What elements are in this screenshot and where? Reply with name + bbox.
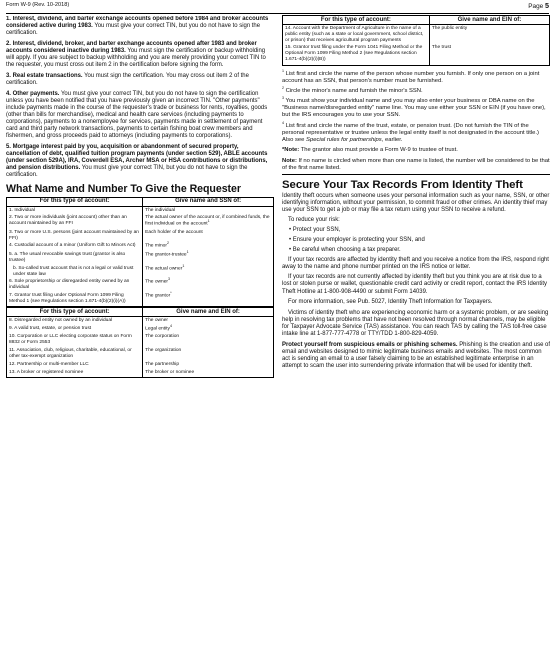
page-number: 5 (545, 1, 549, 10)
table-row: 6. Sole proprietorship or disregarded entity owned by an individual The owner$^3$ (7, 279, 274, 293)
note-circle: Note: If no name is circled when more than one name is listed, the number will be considered to be that of the first name listed. (282, 157, 550, 171)
column-header-account: For this type of account: (283, 16, 430, 25)
bullet-item: • Ensure your employer is protecting your SSN, and (289, 237, 425, 244)
ssn-table (6, 197, 274, 307)
table-row: 13. A broker or registered nominee The broker or nominee (7, 369, 274, 377)
bullet-item: • Be careful when choosing a tax preparer. (289, 246, 401, 253)
footnote-3: $^3$ You must show your individual name and you may also enter your business or DBA name on the "Business name/disregarded entity" name line. You may use either your SSN or EIN (if you have one), but the IRS encourages you to use your SSN. (282, 96, 546, 119)
column-header-give: Give name and EIN of: (429, 16, 549, 25)
paragraph-more-info: For more information, see Pub. 5027, Identity Theft Information for Taxpayers. (288, 299, 493, 306)
item-4: 4. Other payments. You must give your correct TIN, but you do not have to sign the certification unless you have been notified that you have previously given an incorrect TIN. "Other payments" include payments made in the course of the requester's trade or business for rents, royalties, goods (other than bills for merchandise), medical and health care services (including payments to corporations), payments to a nonemployee for services, payments made in settlement of payment card and third party network transactions, payments to certain fishing boat crew members and fishermen, and gross proceeds paid to attorneys (including payments to corporations). (6, 90, 268, 140)
table-row: 3. Two or more U.S. persons (joint account maintained by an FFI) Each holder of the account (7, 229, 274, 243)
note-grantor: *Note: The grantor also must provide a Form W-9 to trustee of trust. (282, 147, 458, 154)
table-row: 14. Account with the Department of Agriculture in the name of a public entity (such as a state or local government, school district, or prison) that receives agricultural program payments The public entity (283, 25, 550, 45)
footnote-2: $^2$ Circle the minor's name and furnish the minor's SSN. (282, 86, 423, 94)
table-row: 5. a. The usual revocable savings trust (grantor is also trustee) The grantor-trustee$^1$ (7, 251, 274, 265)
table-row: 12. Partnership or multi-member LLC The partnership (7, 361, 274, 369)
table-row: 2. Two or more individuals (joint account) other than an account maintained by an FFI The actual owner of the account or, if combined funds, the first individual on the account$^1$ (7, 215, 274, 229)
table-header-row (7, 197, 274, 206)
paragraph-affected: If your tax records are affected by identity theft and you receive a notice from the IRS, respond right away to the name and phone number printed on the IRS notice or letter. (282, 256, 549, 270)
table-row: 7. Grantor trust filing under Optional Form 1099 Filing Method 1 (see Regulations section 1.671-4(b)(2)(i)(A)) The grantor* (7, 293, 274, 307)
intro-paragraph: Identity theft occurs when someone uses your personal information such as your name, SSN, or other identifying information, without your permission, to commit fraud or other crimes. An identity thief may use your SSN to get a job or may file a tax return using your SSN to receive a refund. (282, 192, 550, 213)
footnotes (282, 68, 550, 172)
footnote-4: $^4$ List first and circle the name of the trust, estate, or pension trust. (Do not furnish the TIN of the personal representative or trustee unless the legal entity itself is not designated in the account title.) Also see Special rules for partnerships, earlier. (282, 120, 539, 143)
table-header-row (283, 16, 550, 25)
item-1: 1. Interest, dividend, and barter exchange accounts opened before 1984 and broker accounts considered active during 1983. You must give your correct TIN, but you do not have to sign the certification. (6, 16, 269, 37)
paragraph-not-affected: If your tax records are not currently affected by identity theft but you think you are at risk due to a lost or stolen purse or wallet, questionable credit card activity or credit report, contact the IRS Identity Theft Hotline at 1-800-908-4490 or submit Form 14039. (282, 274, 548, 295)
table-row: 11. Association, club, religious, charitable, educational, or other tax-exempt organization The organization (7, 347, 274, 361)
section-title-requester: What Name and Number To Give the Requester (6, 182, 241, 195)
ein-table (6, 307, 274, 377)
bullet-item: • Protect your SSN, (289, 227, 341, 234)
table-row: 10. Corporation or LLC electing corporate status on Form 8832 or Form 2553 The corporation (7, 334, 274, 348)
table-row: 9. A valid trust, estate, or pension trust Legal entity$^4$ (7, 325, 274, 333)
form-label: Form W-9 (Rev. 10-2018) (6, 2, 70, 8)
left-column (6, 16, 274, 656)
ein-table-continued (282, 15, 550, 66)
column-header-give: Give name and EIN of: (143, 308, 274, 317)
column-header-give: Give name and SSN of: (143, 197, 274, 206)
table-row: 1. Individual The individual (7, 206, 274, 214)
table-row: 15. Grantor trust filing under the Form 1041 Filing Method or the Optional Form 1099 Filing Method 2 (see Regulations section 1.671-4(b)(2)(i)(B)) The trust (283, 45, 550, 65)
reduce-risk-lead: To reduce your risk: (288, 217, 340, 224)
paragraph-phishing: Protect yourself from suspicious emails or phishing schemes. Phishing is the creation and use of email and websites designed to mimic legitimate business emails and websites. The most common act is sending an email to a user falsely claiming to be an established legitimate enterprise in an attempt to scam the user into surrendering private information that will be used for identity theft. (282, 341, 550, 370)
table-row: 4. Custodial account of a minor (Uniform Gift to Minors Act) The minor$^2$ (7, 243, 274, 251)
column-header-account: For this type of account: (7, 308, 143, 317)
item-5: 5. Mortgage interest paid by you, acquisition or abandonment of secured property, cancellation of debt, qualified tuition program payments (under section 529), ABLE accounts (under section 529A), IRA, Coverdell ESA, Archer MSA or HSA contributions or distributions, and pension distributions. You must give your correct TIN, but you do not have to sign the certification. (6, 143, 268, 179)
table-header-row (7, 308, 274, 317)
paragraph-victims: Victims of identity theft who are experiencing economic harm or a systemic problem, or are seeking help in resolving tax problems that have not been resolved through normal channels, may be eligible for Taxpayer Advocate Service (TAS) assistance. You can reach TAS by calling the TAS toll-free case intake line at 1-877-777-4778 or TTY/TDD 1-800-829-4059. (282, 309, 549, 338)
item-3: 3. Real estate transactions. You must sign the certification. You may cross out item 2 of the certification. (6, 72, 249, 86)
page-number-label: Page 5 (528, 1, 549, 10)
section-divider (282, 174, 550, 175)
table-row: b. So-called trust account that is not a legal or valid trust under state law The actual owner$^1$ (7, 265, 274, 279)
footnote-1: $^1$ List first and circle the name of the person whose number you furnish. If only one person on a joint account has an SSN, that person's number must be furnished. (282, 68, 540, 84)
page-header (6, 2, 549, 14)
column-header-account: For this type of account: (7, 197, 143, 206)
table-row: 8. Disregarded entity not owned by an individual The owner (7, 317, 274, 325)
item-2: 2. Interest, dividend, broker, and barter exchange accounts opened after 1983 and broker accounts considered inactive during 1983. You must sign the certification or backup withholding will apply. If you are subject to backup withholding and you are merely providing your correct TIN to the requester, you must cross out item 2 in the certification before signing the form. (6, 40, 266, 69)
right-column (282, 15, 550, 656)
section-title-identity-theft: Secure Your Tax Records From Identity Theft (282, 178, 523, 191)
